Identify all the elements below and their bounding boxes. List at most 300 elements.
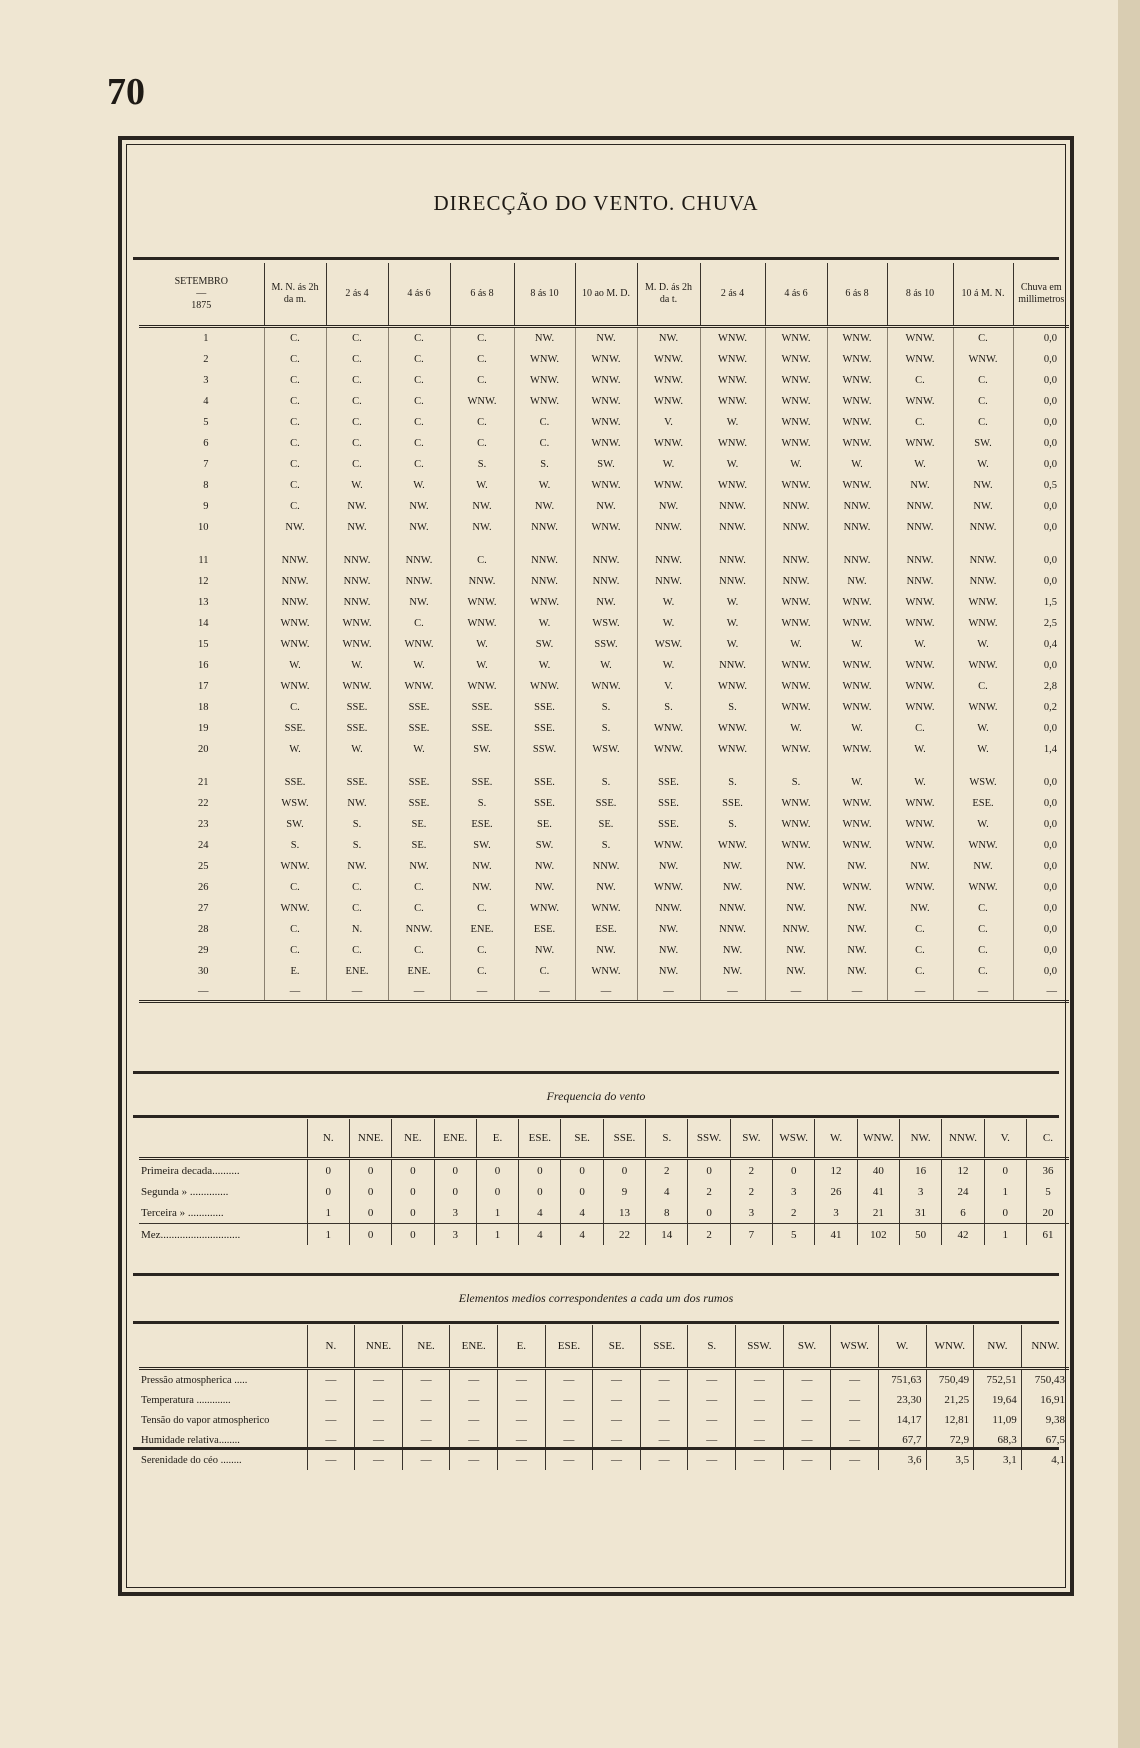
direction-column-header: NNW. — [942, 1119, 984, 1159]
elements-body — [139, 1369, 1069, 1471]
wind-direction-cell: W. — [388, 739, 450, 760]
frequency-value: 1 — [307, 1224, 349, 1246]
wind-direction-cell: WNW. — [450, 391, 514, 412]
wind-direction-cell: NNW. — [700, 517, 765, 538]
frequency-value: 61 — [1026, 1224, 1069, 1246]
column-header: M. N. ás 2h da m. — [264, 263, 326, 327]
day-number: 17 — [198, 681, 209, 692]
rain-value: 0,0 — [1013, 877, 1069, 898]
element-row — [139, 1410, 1069, 1430]
wind-direction-cell: C. — [953, 898, 1013, 919]
header-month: SETEMBRO — [174, 276, 228, 287]
wind-direction-cell: WNW. — [700, 739, 765, 760]
wind-direction-cell: S. — [575, 718, 637, 739]
day-number: 19 — [198, 723, 209, 734]
wind-direction-cell: NNW. — [637, 517, 700, 538]
rain-value: 0,0 — [1013, 496, 1069, 517]
element-value: — — [688, 1390, 736, 1410]
wind-direction-cell: C. — [953, 370, 1013, 391]
wind-direction-cell: SW. — [450, 739, 514, 760]
frequency-value: 0 — [349, 1159, 391, 1182]
frequency-value: 0 — [603, 1159, 645, 1182]
day-row — [139, 814, 1069, 835]
element-value: — — [545, 1390, 593, 1410]
day-number: 10 — [198, 522, 209, 533]
wind-direction-cell: WNW. — [765, 676, 827, 697]
day-row — [139, 940, 1069, 961]
wind-direction-cell: C. — [450, 370, 514, 391]
wind-direction-cell: NW. — [827, 898, 887, 919]
element-value: 750,49 — [926, 1369, 974, 1391]
wind-direction-cell: NW. — [637, 919, 700, 940]
wind-direction-cell: NNW. — [264, 550, 326, 571]
wind-direction-cell: SE. — [388, 835, 450, 856]
frequency-value: 31 — [899, 1202, 941, 1224]
rain-value: 2,5 — [1013, 613, 1069, 634]
wind-direction-cell: S. — [575, 772, 637, 793]
wind-direction-cell: WNW. — [575, 391, 637, 412]
header-dash: — — [196, 288, 207, 299]
rain-value: 0,0 — [1013, 433, 1069, 454]
frequency-value: 41 — [815, 1224, 857, 1246]
element-value: — — [402, 1369, 450, 1391]
wind-direction-cell: WNW. — [827, 391, 887, 412]
direction-column-header: E. — [498, 1325, 546, 1369]
element-value: — — [688, 1369, 736, 1391]
gap-cell — [827, 538, 887, 550]
frequency-value: 42 — [942, 1224, 984, 1246]
wind-direction-cell: SSE. — [264, 772, 326, 793]
wind-direction-cell: S. — [514, 454, 575, 475]
table-frame-inner — [126, 144, 1066, 1588]
elements-corner — [139, 1325, 307, 1369]
dash-cell: — — [388, 982, 450, 1002]
wind-direction-cell: WSW. — [953, 772, 1013, 793]
element-value: — — [783, 1390, 831, 1410]
element-value: — — [688, 1410, 736, 1430]
wind-direction-cell: WNW. — [514, 898, 575, 919]
wind-direction-cell: W. — [887, 772, 953, 793]
wind-direction-cell: WNW. — [827, 877, 887, 898]
rain-value: 0,0 — [1013, 898, 1069, 919]
direction-column-header: WSW. — [773, 1119, 815, 1159]
wind-direction-cell: SSE. — [514, 697, 575, 718]
frequency-value: 0 — [349, 1224, 391, 1246]
wind-direction-cell: C. — [953, 961, 1013, 982]
frequency-value: 5 — [773, 1224, 815, 1246]
element-value: — — [545, 1410, 593, 1430]
element-value: — — [450, 1450, 498, 1470]
wind-direction-cell: W. — [637, 655, 700, 676]
direction-column-header: SSW. — [736, 1325, 784, 1369]
wind-direction-cell: SSE. — [450, 772, 514, 793]
wind-direction-cell: NNW. — [388, 919, 450, 940]
element-value: 21,25 — [926, 1390, 974, 1410]
wind-direction-cell: SSE. — [514, 772, 575, 793]
wind-direction-cell: SW. — [575, 454, 637, 475]
wind-direction-cell: WNW. — [887, 814, 953, 835]
day-row — [139, 718, 1069, 739]
day-row — [139, 412, 1069, 433]
title-rule — [133, 257, 1059, 260]
wind-direction-cell: NNW. — [700, 898, 765, 919]
wind-direction-cell: C. — [264, 475, 326, 496]
wind-direction-cell: S. — [326, 814, 388, 835]
frequency-value: 5 — [1026, 1181, 1069, 1202]
wind-direction-cell: SSE. — [326, 718, 388, 739]
wind-direction-cell: W. — [827, 454, 887, 475]
wind-direction-cell: NW. — [827, 961, 887, 982]
wind-direction-cell: WNW. — [264, 856, 326, 877]
frequency-value: 12 — [942, 1159, 984, 1182]
gap-cell — [264, 538, 326, 550]
frequency-row-label: Segunda » .............. — [141, 1185, 229, 1198]
direction-column-header: SW. — [730, 1119, 772, 1159]
wind-direction-cell: S. — [326, 835, 388, 856]
frequency-value: 1 — [476, 1224, 518, 1246]
day-number: 28 — [198, 924, 209, 935]
wind-direction-cell: WNW. — [450, 592, 514, 613]
direction-column-header: V. — [984, 1119, 1026, 1159]
wind-direction-cell: SSE. — [514, 718, 575, 739]
wind-direction-cell: NNW. — [827, 550, 887, 571]
wind-direction-cell: NW. — [264, 517, 326, 538]
column-header: 2 ás 4 — [326, 263, 388, 327]
wind-direction-cell: NW. — [326, 496, 388, 517]
wind-direction-cell: C. — [450, 961, 514, 982]
wind-direction-cell: SE. — [575, 814, 637, 835]
frequency-value: 0 — [476, 1181, 518, 1202]
gap-cell — [326, 760, 388, 772]
wind-direction-cell: S. — [575, 697, 637, 718]
wind-direction-cell: NW. — [765, 856, 827, 877]
day-row — [139, 475, 1069, 496]
wind-direction-cell: WNW. — [887, 655, 953, 676]
frequency-value: 0 — [307, 1159, 349, 1182]
frequency-value: 20 — [1026, 1202, 1069, 1224]
wind-direction-cell: C. — [388, 454, 450, 475]
wind-direction-cell: NW. — [765, 961, 827, 982]
wind-direction-cell: S. — [700, 697, 765, 718]
direction-column-header: ENE. — [434, 1119, 476, 1159]
element-value: — — [498, 1390, 546, 1410]
column-header: Chuva em millimetros — [1013, 263, 1069, 327]
direction-column-header: W. — [815, 1119, 857, 1159]
element-value: — — [783, 1430, 831, 1450]
wind-direction-cell: WNW. — [827, 433, 887, 454]
wind-direction-cell: C. — [326, 327, 388, 350]
direction-column-header: WNW. — [926, 1325, 974, 1369]
wind-direction-cell: C. — [326, 433, 388, 454]
wind-direction-cell: C. — [953, 676, 1013, 697]
wind-direction-cell: NNW. — [514, 571, 575, 592]
frequency-value: 3 — [773, 1181, 815, 1202]
wind-direction-cell: S. — [575, 835, 637, 856]
frequency-value: 0 — [349, 1202, 391, 1224]
wind-direction-cell: WNW. — [887, 877, 953, 898]
wind-direction-cell: WNW. — [765, 655, 827, 676]
day-number: 12 — [198, 576, 209, 587]
wind-direction-cell: NNW. — [575, 550, 637, 571]
wind-direction-cell: NNW. — [326, 550, 388, 571]
wind-direction-cell: WNW. — [264, 613, 326, 634]
wind-direction-cell: NNW. — [637, 550, 700, 571]
direction-column-header: NW. — [899, 1119, 941, 1159]
wind-direction-cell: W. — [765, 718, 827, 739]
wind-direction-cell: NW. — [765, 940, 827, 961]
rain-value: 0,0 — [1013, 412, 1069, 433]
day-row — [139, 772, 1069, 793]
rain-value: 0,0 — [1013, 718, 1069, 739]
day-row — [139, 370, 1069, 391]
day-row — [139, 877, 1069, 898]
wind-direction-cell: NNW. — [388, 550, 450, 571]
day-row — [139, 697, 1069, 718]
rain-value: 2,8 — [1013, 676, 1069, 697]
wind-direction-cell: WNW. — [765, 739, 827, 760]
frequency-value: 12 — [815, 1159, 857, 1182]
day-row — [139, 550, 1069, 571]
wind-direction-cell: W. — [326, 739, 388, 760]
wind-direction-cell: NNW. — [450, 571, 514, 592]
wind-direction-cell: NW. — [765, 898, 827, 919]
element-value: — — [498, 1410, 546, 1430]
wind-direction-cell: W. — [827, 718, 887, 739]
wind-direction-cell: C. — [953, 412, 1013, 433]
wind-direction-cell: W. — [765, 454, 827, 475]
wind-direction-cell: WNW. — [887, 793, 953, 814]
element-value: — — [402, 1450, 450, 1470]
wind-direction-cell: NNW. — [953, 571, 1013, 592]
frequency-value: 0 — [984, 1159, 1026, 1182]
element-value: — — [640, 1369, 688, 1391]
wind-direction-cell: C. — [388, 940, 450, 961]
gap-cell — [637, 760, 700, 772]
direction-column-header: E. — [476, 1119, 518, 1159]
gap-cell — [575, 538, 637, 550]
day-number: 26 — [198, 882, 209, 893]
rain-value: 0,0 — [1013, 655, 1069, 676]
direction-column-header: SE. — [561, 1119, 603, 1159]
wind-direction-cell: WNW. — [953, 592, 1013, 613]
frequency-value: 7 — [730, 1224, 772, 1246]
wind-direction-cell: NNW. — [765, 550, 827, 571]
wind-direction-cell: WNW. — [264, 676, 326, 697]
element-value: — — [450, 1410, 498, 1430]
element-value: 3,1 — [974, 1450, 1022, 1470]
frequency-value: 0 — [688, 1159, 730, 1182]
frequency-row — [139, 1181, 1069, 1202]
wind-direction-cell: W. — [887, 634, 953, 655]
day-number: 5 — [203, 417, 209, 428]
wind-direction-cell: NNW. — [326, 592, 388, 613]
column-header: 2 ás 4 — [700, 263, 765, 327]
direction-column-header: ENE. — [450, 1325, 498, 1369]
frequency-value: 4 — [561, 1224, 603, 1246]
column-header: 4 ás 6 — [388, 263, 450, 327]
rain-value: 0,0 — [1013, 856, 1069, 877]
element-value: — — [450, 1369, 498, 1391]
wind-direction-cell: C. — [450, 940, 514, 961]
direction-column-header: SE. — [593, 1325, 641, 1369]
wind-direction-cell: NW. — [637, 856, 700, 877]
element-value: — — [688, 1450, 736, 1470]
wind-direction-cell: WNW. — [514, 370, 575, 391]
wind-direction-cell: WNW. — [827, 592, 887, 613]
frequency-value: 3 — [899, 1181, 941, 1202]
wind-direction-cell: ESE. — [953, 793, 1013, 814]
wind-direction-cell: WNW. — [887, 613, 953, 634]
wind-direction-cell: WNW. — [575, 370, 637, 391]
wind-direction-cell: W. — [953, 454, 1013, 475]
wind-direction-cell: W. — [450, 634, 514, 655]
wind-direction-cell: WNW. — [953, 835, 1013, 856]
wind-direction-cell: WNW. — [827, 327, 887, 350]
wind-direction-cell: ESE. — [575, 919, 637, 940]
element-value: — — [736, 1369, 784, 1391]
wind-direction-cell: NNW. — [953, 517, 1013, 538]
rain-value: 1,4 — [1013, 739, 1069, 760]
frequency-value: 1 — [307, 1202, 349, 1224]
element-row-label: Tensão do vapor atmospherico — [141, 1414, 270, 1426]
header-month-cell — [139, 263, 264, 327]
wind-direction-cell: WNW. — [637, 718, 700, 739]
wind-direction-cell: NW. — [887, 856, 953, 877]
element-value: — — [355, 1369, 403, 1391]
element-value: 19,64 — [974, 1390, 1022, 1410]
element-value: — — [450, 1430, 498, 1450]
wind-direction-cell: NW. — [450, 877, 514, 898]
wind-direction-cell: C. — [264, 370, 326, 391]
direction-column-header: ESE. — [519, 1119, 561, 1159]
frequency-value: 0 — [392, 1202, 434, 1224]
wind-direction-cell: C. — [388, 349, 450, 370]
day-row — [139, 391, 1069, 412]
element-row-label: Humidade relativa........ — [141, 1434, 240, 1446]
element-value: — — [736, 1450, 784, 1470]
wind-direction-cell: C. — [326, 349, 388, 370]
day-row — [139, 433, 1069, 454]
element-value: — — [688, 1430, 736, 1450]
rain-value: 0,0 — [1013, 571, 1069, 592]
element-value: 72,9 — [926, 1430, 974, 1450]
wind-direction-cell: NNW. — [575, 856, 637, 877]
wind-direction-cell: C. — [264, 877, 326, 898]
wind-direction-cell: NNW. — [514, 517, 575, 538]
frequency-row — [139, 1159, 1069, 1182]
direction-column-header: C. — [1026, 1119, 1069, 1159]
frequency-value: 41 — [857, 1181, 899, 1202]
wind-direction-cell: NW. — [700, 961, 765, 982]
rain-value: 0,0 — [1013, 772, 1069, 793]
wind-direction-cell: WNW. — [765, 370, 827, 391]
wind-direction-cell: WNW. — [637, 877, 700, 898]
element-value: — — [545, 1369, 593, 1391]
element-value: — — [831, 1410, 879, 1430]
wind-direction-cell: C. — [326, 877, 388, 898]
wind-direction-cell: WNW. — [637, 433, 700, 454]
day-number: 29 — [198, 945, 209, 956]
element-value: — — [640, 1450, 688, 1470]
wind-direction-cell: W. — [700, 412, 765, 433]
wind-direction-cell: C. — [264, 433, 326, 454]
element-value: — — [640, 1410, 688, 1430]
wind-direction-cell: C. — [953, 940, 1013, 961]
page-title: DIRECÇÃO DO VENTO. CHUVA — [433, 191, 759, 215]
day-number: 18 — [198, 702, 209, 713]
wind-direction-cell: S. — [700, 772, 765, 793]
wind-direction-cell: WNW. — [450, 676, 514, 697]
gap-cell — [326, 538, 388, 550]
frequency-value: 1 — [476, 1202, 518, 1224]
rain-value: 0,0 — [1013, 793, 1069, 814]
rain-value: 0,0 — [1013, 349, 1069, 370]
day-number: 23 — [198, 819, 209, 830]
wind-direction-cell: NW. — [326, 517, 388, 538]
wind-direction-cell: C. — [953, 327, 1013, 350]
rain-value: 0,0 — [1013, 961, 1069, 982]
wind-direction-cell: W. — [264, 739, 326, 760]
wind-direction-cell: W. — [450, 475, 514, 496]
wind-direction-cell: WNW. — [637, 475, 700, 496]
wind-direction-cell: W. — [700, 592, 765, 613]
element-value: — — [355, 1430, 403, 1450]
frequency-value: 3 — [434, 1224, 476, 1246]
wind-direction-cell: NNW. — [700, 919, 765, 940]
wind-direction-cell: SE. — [514, 814, 575, 835]
wind-direction-cell: W. — [514, 613, 575, 634]
wind-direction-cell: NNW. — [827, 496, 887, 517]
wind-direction-cell: W. — [264, 655, 326, 676]
gap-cell — [887, 760, 953, 772]
wind-direction-cell: WSW. — [575, 613, 637, 634]
wind-direction-cell: WNW. — [827, 676, 887, 697]
frequency-value: 2 — [730, 1159, 772, 1182]
rain-value: 0,0 — [1013, 391, 1069, 412]
dash-cell: — — [765, 982, 827, 1002]
wind-direction-cell: WNW. — [326, 634, 388, 655]
day-number: 20 — [198, 744, 209, 755]
wind-direction-cell: WNW. — [827, 814, 887, 835]
wind-direction-cell: NNW. — [700, 550, 765, 571]
element-row — [139, 1369, 1069, 1391]
gap-cell — [1013, 538, 1069, 550]
wind-direction-cell: W. — [700, 454, 765, 475]
day-number: 7 — [203, 459, 209, 470]
wind-direction-cell: WNW. — [953, 697, 1013, 718]
wind-direction-cell: WNW. — [827, 739, 887, 760]
rain-value: 0,0 — [1013, 919, 1069, 940]
wind-direction-cell: C. — [326, 370, 388, 391]
wind-direction-cell: W. — [388, 655, 450, 676]
element-value: — — [783, 1369, 831, 1391]
gap-cell — [1013, 760, 1069, 772]
frequency-value: 0 — [561, 1159, 603, 1182]
wind-direction-cell: C. — [326, 391, 388, 412]
wind-direction-cell: WNW. — [700, 475, 765, 496]
wind-direction-cell: C. — [887, 718, 953, 739]
wind-direction-cell: WNW. — [953, 613, 1013, 634]
wind-direction-cell: NW. — [450, 517, 514, 538]
gap-cell — [700, 760, 765, 772]
wind-direction-cell: C. — [450, 349, 514, 370]
element-value: — — [307, 1390, 355, 1410]
day-row — [139, 327, 1069, 350]
frequency-header-row — [139, 1119, 1069, 1159]
frequency-value: 0 — [561, 1181, 603, 1202]
wind-direction-cell: NNW. — [514, 550, 575, 571]
day-row — [139, 634, 1069, 655]
